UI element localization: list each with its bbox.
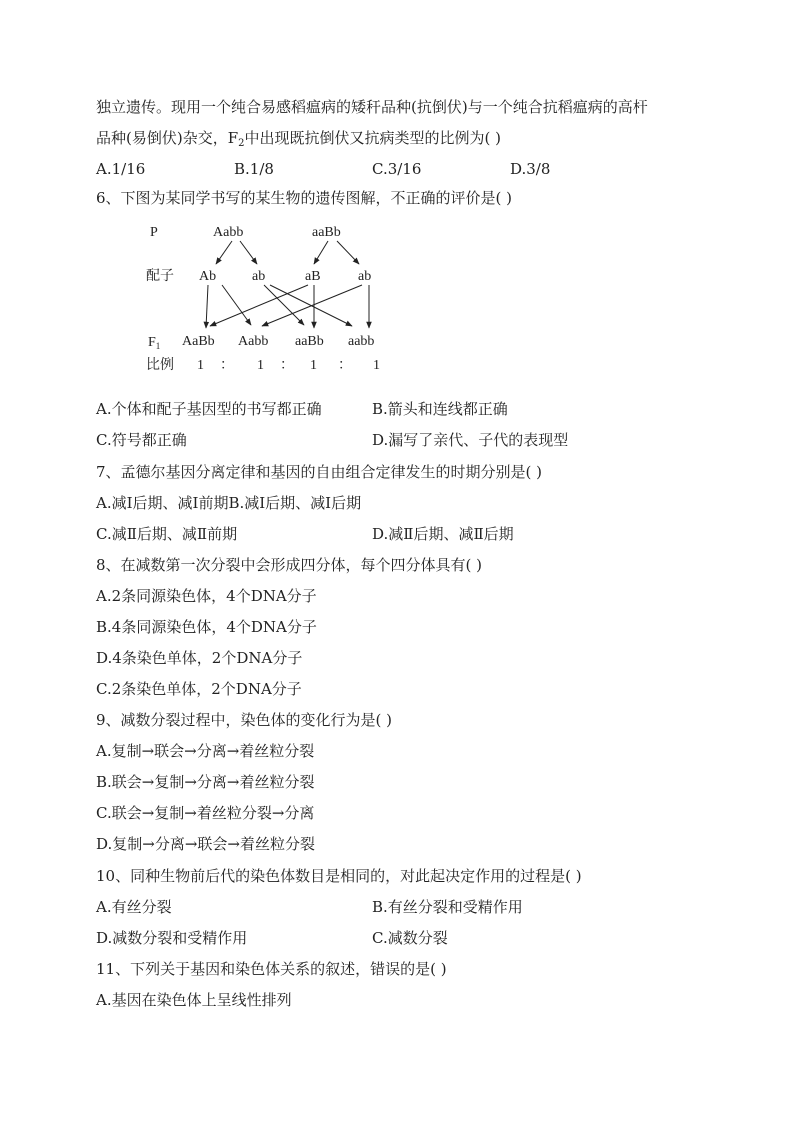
gamete-1: Ab [199,269,217,284]
ratio-label: 比例 [146,358,174,373]
arrow-parent2-to-gamete3 [314,241,328,264]
q9-option-d: D.复制→分离→联会→着丝粒分裂 [96,835,315,853]
ratio-colon-1: ： [220,358,234,373]
q8-option-a: A.2条同源染色体，4个DNA分子 [96,587,317,605]
q10-option-b: B.有丝分裂和受精作用 [372,898,523,916]
arrow-parent1-to-gamete2 [240,241,257,264]
q5-option-a: A.1/16 [96,160,146,178]
q6-option-c: C.符号都正确 [96,431,187,449]
ratio-1: 1 [197,358,204,373]
offspring-3: aaBb [295,334,324,349]
parent-genotype-2: aaBb [312,225,341,240]
q5-stem-text: 品种(易倒伏)杂交，F [96,129,239,147]
gamete-label: 配子 [146,269,174,284]
q9-option-c: C.联会→复制→着丝粒分裂→分离 [96,804,315,822]
q8-option-d: D.4条染色单体，2个DNA分子 [96,649,303,667]
q5-option-d: D.3/8 [510,160,551,178]
q8-option-c: C.2条染色单体，2个DNA分子 [96,680,302,698]
arrow-ab-to-aabb-7 [262,285,362,326]
q9-option-a: A.复制→联会→分离→着丝粒分裂 [96,742,315,760]
q5-option-b: B.1/8 [234,160,274,178]
q6-option-d: D.漏写了亲代、子代的表现型 [372,431,569,449]
q10-stem: 10、同种生物前后代的染色体数目是相同的，对此起决定作用的过程是( ) [96,867,582,885]
cross-arrows [206,241,372,328]
q9-stem: 9、减数分裂过程中，染色体的变化行为是( ) [96,711,393,729]
ratio-3: 1 [310,358,317,373]
q7-stem: 7、孟德尔基因分离定律和基因的自由组合定律发生的时期分别是( ) [96,463,543,481]
q10-option-c: C.减数分裂 [372,929,448,947]
q5-stem-line1: 独立遗传。现用一个纯合易感稻瘟病的矮秆品种(抗倒伏)与一个纯合抗稻瘟病的高杆 [96,98,648,116]
offspring-1: AaBb [182,334,215,349]
q11-stem: 11、下列关于基因和染色体关系的叙述，错误的是( ) [96,960,447,978]
ratio-2: 1 [257,358,264,373]
ratio-4: 1 [373,358,380,373]
q5-stem-line2 [96,128,501,148]
q9-option-b: B.联会→复制→分离→着丝粒分裂 [96,773,315,791]
q11-option-a: A.基因在染色体上呈线性排列 [96,991,292,1009]
ratio-colon-3: ： [338,358,352,373]
q6-stem: 6、下图为某同学书写的某生物的遗传图解，不正确的评价是( ) [96,189,513,207]
arrow-parent2-to-gamete4 [337,241,359,264]
parent-genotype-1: Aabb [213,225,244,240]
p-label: P [150,225,158,240]
q10-option-d: D.减数分裂和受精作用 [96,929,248,947]
q7-option-d: D.减Ⅱ后期、减Ⅱ后期 [372,525,514,543]
genetic-cross-diagram [140,218,410,380]
q7-option-ab: A.减Ⅰ后期、减Ⅰ前期B.减Ⅰ后期、减Ⅰ后期 [96,494,362,512]
arrow-ab-to-aabb [206,285,208,328]
q5-subscript: 2 [238,138,245,149]
gamete-4: ab [358,269,372,284]
q6-option-a: A.个体和配子基因型的书写都正确 [96,400,322,418]
f1-label: $F_1$ [148,335,161,351]
q5-option-c: C.3/16 [372,160,422,178]
ratio-colon-2: ： [280,358,294,373]
q8-option-b: B.4条同源染色体，4个DNA分子 [96,618,317,636]
q8-stem: 8、在减数第一次分裂中会形成四分体，每个四分体具有( ) [96,556,483,574]
gamete-2: ab [252,269,266,284]
gamete-3: aB [305,269,321,284]
q7-option-c: C.减Ⅱ后期、减Ⅱ前期 [96,525,238,543]
offspring-4: aabb [348,334,375,349]
arrow-parent1-to-gamete1 [216,241,232,264]
offspring-2: Aabb [238,334,269,349]
arrow-ab-to-aabb-3 [264,285,304,325]
q10-option-a: A.有丝分裂 [96,898,172,916]
q5-stem-text-2: 中出现既抗倒伏又抗病类型的比例为( ) [244,129,501,147]
arrow-ab-to-aabb-5 [210,285,308,326]
q6-option-b: B.箭头和连线都正确 [372,400,508,418]
